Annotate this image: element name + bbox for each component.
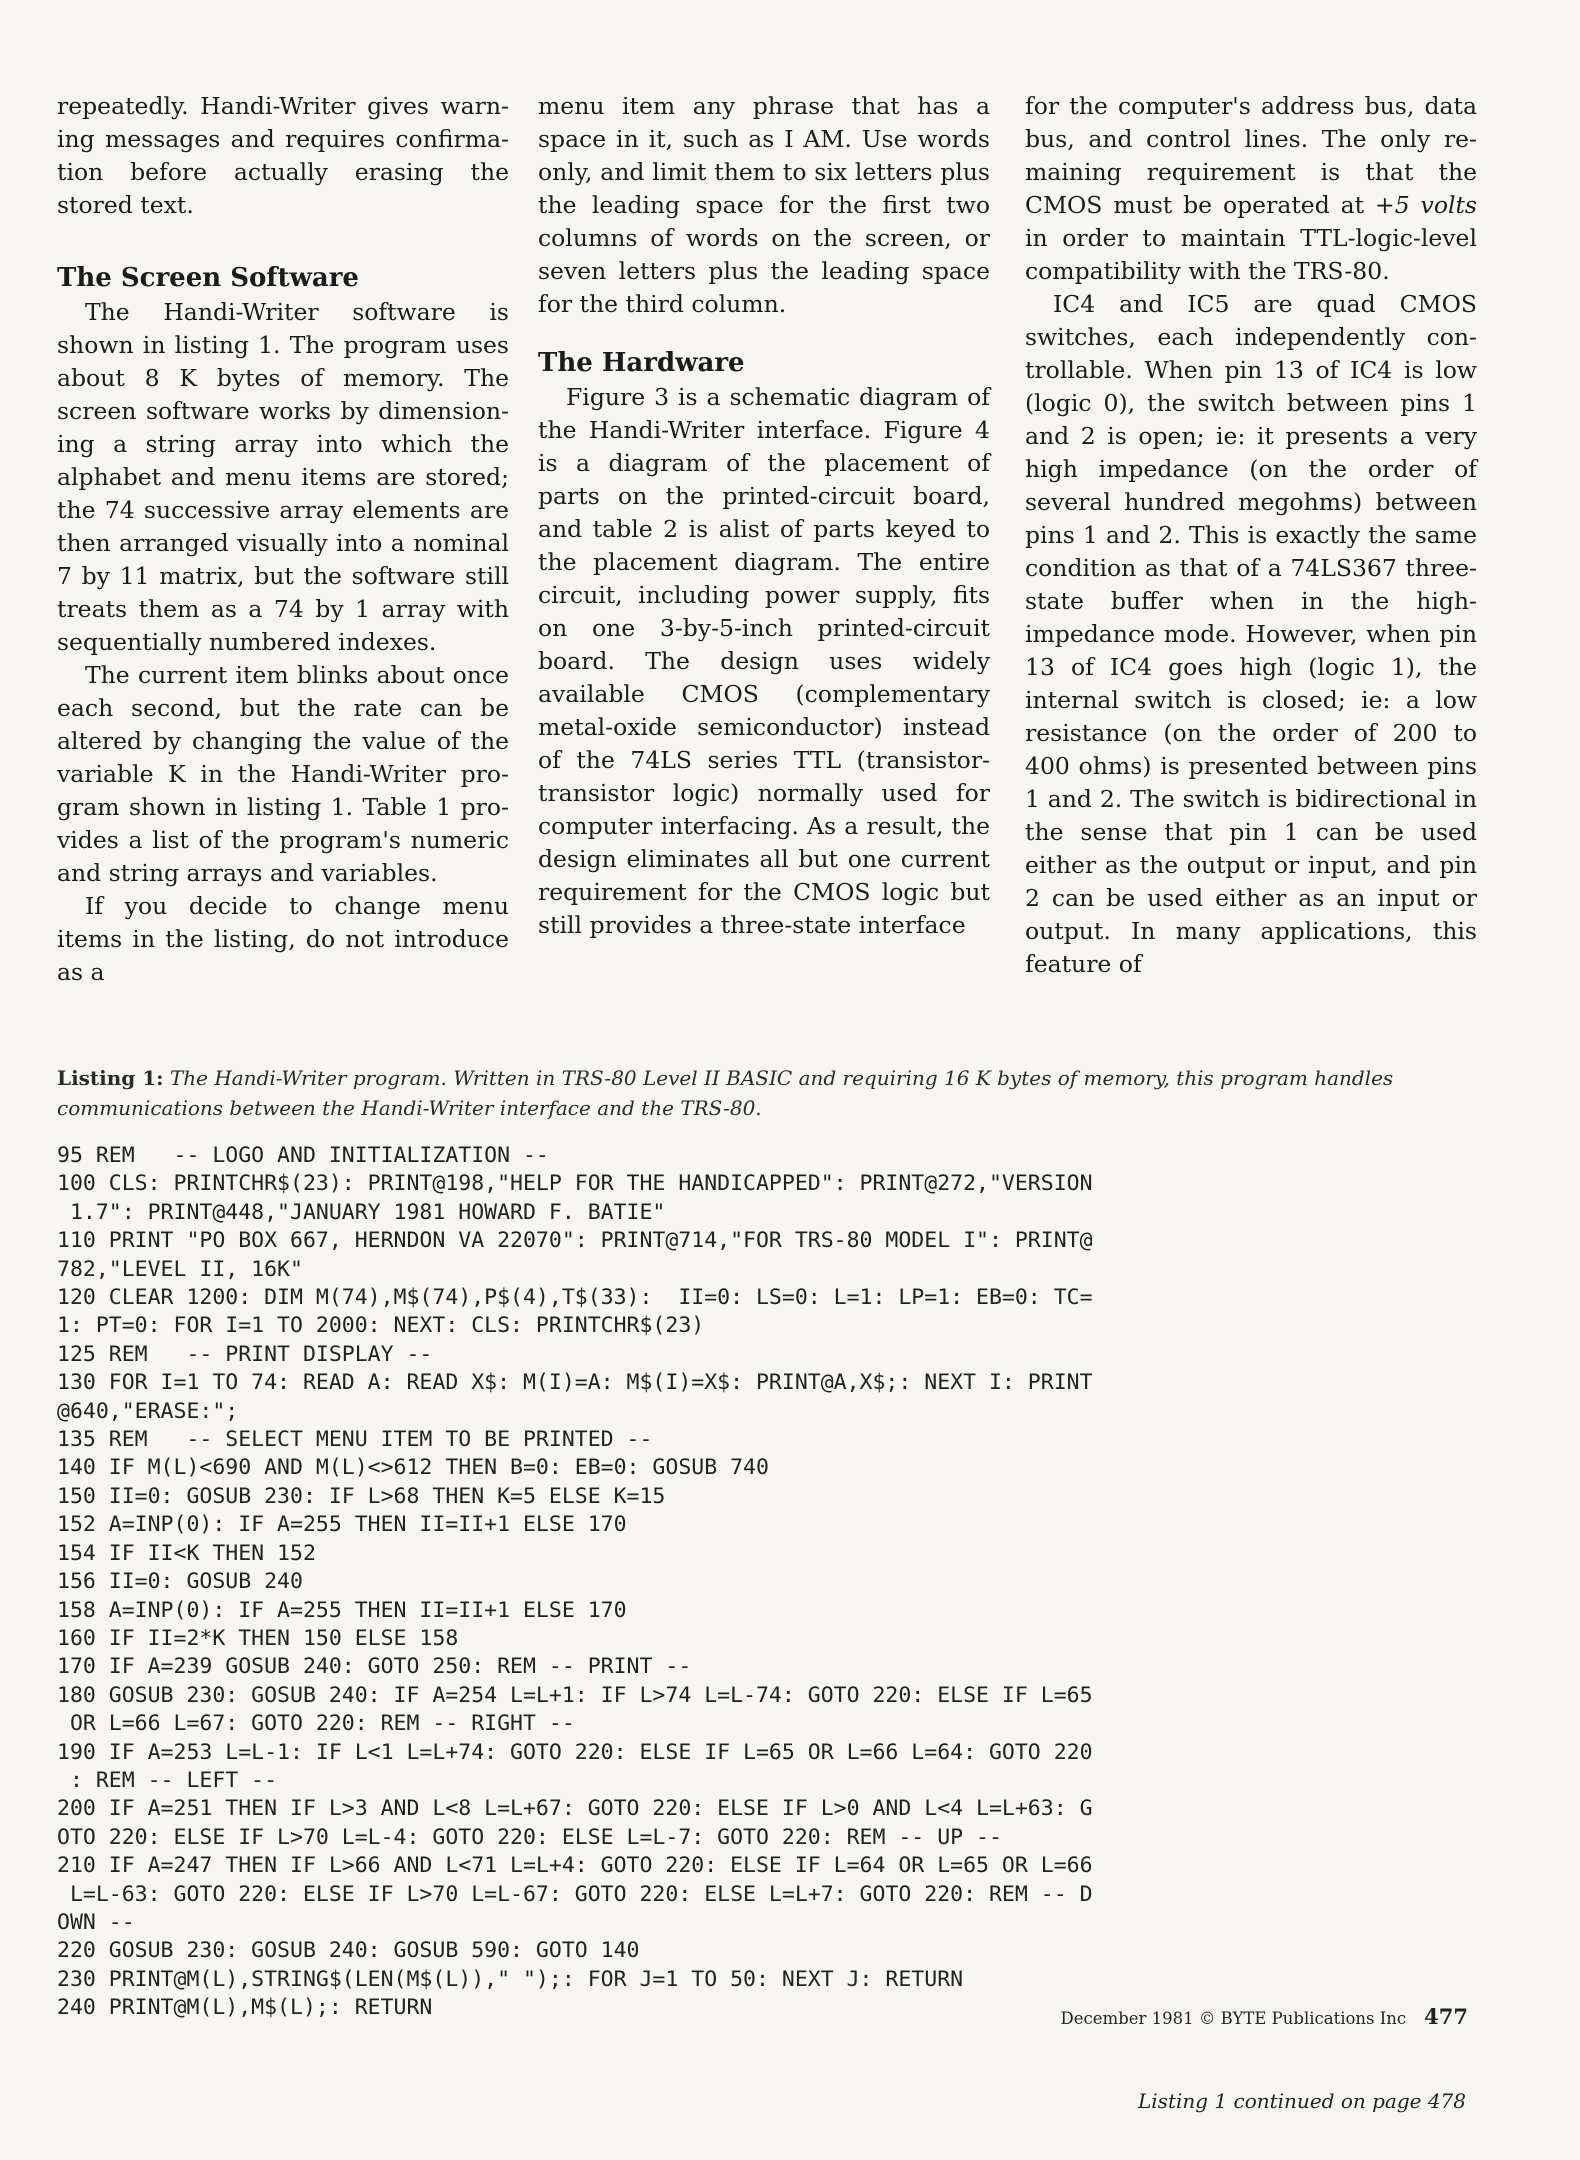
issue-info: December 1981 © BYTE Publications Inc [1060,2009,1407,2028]
code-line: @640,"ERASE:"; [57,1398,239,1424]
listing-continued-note: Listing 1 continued on page 478 [1138,2089,1466,2113]
code-line: 170 IF A=239 GOSUB 240: GOTO 250: REM -- PRINT -- [57,1654,692,1680]
section-heading-screen-software: The Screen Software [57,263,359,293]
code-line: 180 GOSUB 230: GOSUB 240: IF A=254 L=L+1: IF L>74 L=L-74: GOTO 220: ELSE IF L=65 [57,1682,1093,1708]
text-column-1 [57,90,509,989]
code-line: 160 IF II=2*K THEN 150 ELSE 158 [57,1625,459,1651]
code-line: 135 REM -- SELECT MENU ITEM TO BE PRINTED -- [57,1427,653,1453]
paragraph: repeatedly. Handi-Writer gives warning messages and requires confirmation before actually erasing the stored text. [57,92,509,219]
paragraph: Figure 3 is a schematic diagram of the Handi-Writer interface. Figure 4 is a diagram of the placement of parts on the printed-circuit board, and table 2 is alist of parts keyed to the placement diagram. The entire circuit, including power supply, fits on one 3-by-5-inch printed-circuit board. The design uses widely available CMOS (complementary metal-oxide semiconductor) instead of the 74LS series TTL (transistor-transistor logic) normally used for computer interfacing. As a result, the design eliminates all but one current requirement for the CMOS logic but still provides a three-state interface [538,383,990,939]
code-line: 1.7": PRINT@448,"JANUARY 1981 HOWARD F. BATIE" [57,1199,666,1225]
code-line: OWN -- [57,1909,135,1935]
text-column-2 [538,90,990,942]
code-line: OR L=66 L=67: GOTO 220: REM -- RIGHT -- [57,1711,575,1737]
text-column-3 [1025,90,1477,981]
caption-text: The Handi-Writer program. Written in TRS-80 Level II BASIC and requiring 16 K bytes of memory, this program handles communications between the Handi-Writer interface and the TRS-80. [57,1066,1394,1120]
paragraph: menu item any phrase that has a space in it, such as I AM. Use words only, and limit them to six letters plus the leading space for the first two columns of words on the screen, or seven letters plus the leading space for the third column. [538,92,990,318]
code-line: L=L-63: GOTO 220: ELSE IF L>70 L=L-67: GOTO 220: ELSE L=L+7: GOTO 220: REM -- D [57,1881,1093,1907]
paragraph: The Handi-Writer software is shown in listing 1. The program uses about 8 K bytes of memory. The screen software works by dimensioning a string array into which the alphabet and menu items are stored; the 74 successive array elements are then arranged visually into a nominal 7 by 11 matrix, but the software still treats them as a 74 by 1 array with sequentially numbered indexes. [57,298,509,656]
code-line: 158 A=INP(0): IF A=255 THEN II=II+1 ELSE 170 [57,1597,627,1623]
code-line: 230 PRINT@M(L),STRING$(LEN(M$(L))," ");: FOR J=1 TO 50: NEXT J: RETURN [57,1966,964,1992]
page-number: 477 [1424,2004,1468,2029]
code-line: 154 IF II<K THEN 152 [57,1540,316,1566]
code-line: 190 IF A=253 L=L-1: IF L<1 L=L+74: GOTO 220: ELSE IF L=65 OR L=66 L=64: GOTO 220 [57,1739,1093,1765]
code-line: 210 IF A=247 THEN IF L>66 AND L<71 L=L+4: GOTO 220: ELSE IF L=64 OR L=65 OR L=66 [57,1853,1093,1879]
code-line: 130 FOR I=1 TO 74: READ A: READ X$: M(I)=A: M$(I)=X$: PRINT@A,X$;: NEXT I: PRINT [57,1370,1093,1396]
caption-label: Listing 1: [57,1066,164,1090]
paragraph: If you decide to change menu items in the listing, do not introduce as a [57,892,509,986]
code-line: 95 REM -- LOGO AND INITIALIZATION -- [57,1143,549,1168]
listing-caption [57,1063,1477,1123]
code-line: OTO 220: ELSE IF L>70 L=L-4: GOTO 220: ELSE L=L-7: GOTO 220: REM -- UP -- [57,1824,1002,1850]
paragraph: IC4 and IC5 are quad CMOS switches, each independently controllable. When pin 13 of IC4 is low (logic 0), the switch between pins 1 and 2 is open; ie: it presents a very high impedance (on the order of several hundred megohms) between pins 1 and 2. This is exactly the same condition as that of a 74LS367 three-state buffer when in the high-impedance mode. However, when pin 13 of IC4 goes high (logic 1), the internal switch is closed; ie: a low resistance (on the order of 200 to 400 ohms) is presented between pins 1 and 2. The switch is bidirectional in the sense that pin 1 can be used either as the output or input, and pin 2 can be used either as an input or output. In many applications, this feature of [1025,290,1477,978]
paragraph [1025,90,1477,288]
code-line: 125 REM -- PRINT DISPLAY -- [57,1341,433,1367]
section-heading-hardware: The Hardware [538,348,745,378]
paragraph-text: for the computer's address bus, data bus, and control lines. The only remaining requirement is that the CMOS must be operated at [1025,92,1477,219]
code-line: 152 A=INP(0): IF A=255 THEN II=II+1 ELSE 170 [57,1512,627,1538]
code-line: 220 GOSUB 230: GOSUB 240: GOSUB 590: GOTO 140 [57,1938,640,1964]
code-line: 200 IF A=251 THEN IF L>3 AND L<8 L=L+67: GOTO 220: ELSE IF L>0 AND L<4 L=L+63: G [57,1796,1093,1822]
code-line: 240 PRINT@M(L),M$(L);: RETURN [57,1995,433,2021]
code-line: : REM -- LEFT -- [57,1767,278,1793]
paragraph: The current item blinks about once each second, but the rate can be altered by changing the value of the variable K in the Handi-Writer program shown in listing 1. Table 1 provides a list of the program's numeric and string arrays and variables. [57,661,509,887]
code-line: 156 II=0: GOSUB 240 [57,1569,303,1595]
code-line: 140 IF M(L)<690 AND M(L)<>612 THEN B=0: EB=0: GOSUB 740 [57,1455,769,1481]
emphasis-text: +5 volts [1375,191,1477,219]
code-line: 782,"LEVEL II, 16K" [57,1256,303,1282]
code-line: 1: PT=0: FOR I=1 TO 2000: NEXT: CLS: PRINTCHR$(23) [57,1313,705,1339]
code-line: 100 CLS: PRINTCHR$(23): PRINT@198,"HELP FOR THE HANDICAPPED": PRINT@272,"VERSION [57,1171,1093,1197]
code-line: 120 CLEAR 1200: DIM M(74),M$(74),P$(4),T$(33): II=0: LS=0: L=1: LP=1: EB=0: TC= [57,1285,1093,1311]
page-footer [1061,2004,1468,2029]
code-listing [57,1142,1477,2023]
code-line: 110 PRINT "PO BOX 667, HERNDON VA 22070": PRINT@714,"FOR TRS-80 MODEL I": PRINT@ [57,1228,1093,1254]
paragraph-text: in order to maintain TTL-logic-level compatibility with the TRS-80. [1025,224,1477,285]
code-line: 150 II=0: GOSUB 230: IF L>68 THEN K=5 ELSE K=15 [57,1483,666,1509]
